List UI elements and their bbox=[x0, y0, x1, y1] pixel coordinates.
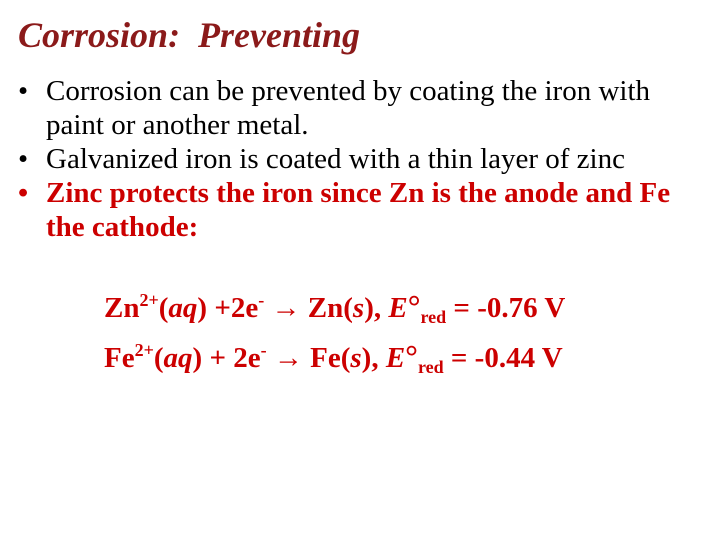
arrow-icon: → bbox=[264, 292, 308, 324]
arrow-icon: → bbox=[266, 342, 311, 374]
eq-potential-symbol: E bbox=[385, 342, 406, 374]
slide-title: Corrosion: Preventing bbox=[18, 15, 361, 55]
eq-value: = -0.44 V bbox=[443, 342, 563, 374]
eq-state-open: ( bbox=[153, 342, 164, 374]
bullet-text: Corrosion can be prevented by coating the iron with paint or another metal. bbox=[46, 75, 651, 141]
eq-state-close: ) bbox=[197, 292, 208, 324]
eq-electron-charge: - bbox=[260, 340, 267, 360]
eq-charge: 2+ bbox=[139, 290, 159, 310]
eq-potential-symbol: E bbox=[388, 292, 408, 324]
eq-element: Fe bbox=[104, 342, 135, 374]
eq-electrons: + 2e bbox=[202, 342, 261, 374]
eq-degree: ° bbox=[405, 338, 418, 374]
eq-product-close: ), bbox=[364, 292, 389, 324]
bullet-list bbox=[18, 74, 708, 244]
bullet-coating bbox=[18, 74, 708, 142]
eq-state-close: ) bbox=[192, 342, 203, 374]
bullet-zinc-protects bbox=[18, 176, 708, 244]
eq-product-close: ), bbox=[361, 342, 386, 374]
eq-element: Zn bbox=[104, 292, 140, 324]
equation-zinc bbox=[104, 288, 565, 328]
eq-state-open: ( bbox=[158, 292, 169, 324]
bullet-marker: • bbox=[18, 177, 29, 209]
eq-state: aq bbox=[163, 342, 193, 374]
eq-subscript: red bbox=[420, 307, 447, 327]
eq-product: Zn( bbox=[307, 292, 353, 324]
bullet-marker: • bbox=[18, 143, 29, 175]
eq-product-state: s bbox=[352, 292, 365, 324]
bullet-galvanized bbox=[18, 142, 708, 176]
equation-iron bbox=[104, 338, 563, 378]
eq-degree: ° bbox=[407, 288, 421, 324]
eq-product: Fe( bbox=[310, 342, 351, 374]
eq-charge: 2+ bbox=[134, 340, 154, 360]
eq-value: = -0.76 V bbox=[446, 292, 566, 324]
bullet-marker: • bbox=[18, 75, 29, 107]
eq-subscript: red bbox=[417, 357, 444, 377]
bullet-text: Zinc protects the iron since Zn is the anode and Fe the cathode: bbox=[46, 177, 671, 243]
eq-electron-charge: - bbox=[258, 290, 265, 310]
eq-state: aq bbox=[168, 292, 198, 324]
bullet-text: Galvanized iron is coated with a thin layer of zinc bbox=[46, 143, 625, 175]
eq-product-state: s bbox=[350, 342, 362, 374]
eq-electrons: +2e bbox=[207, 292, 259, 324]
